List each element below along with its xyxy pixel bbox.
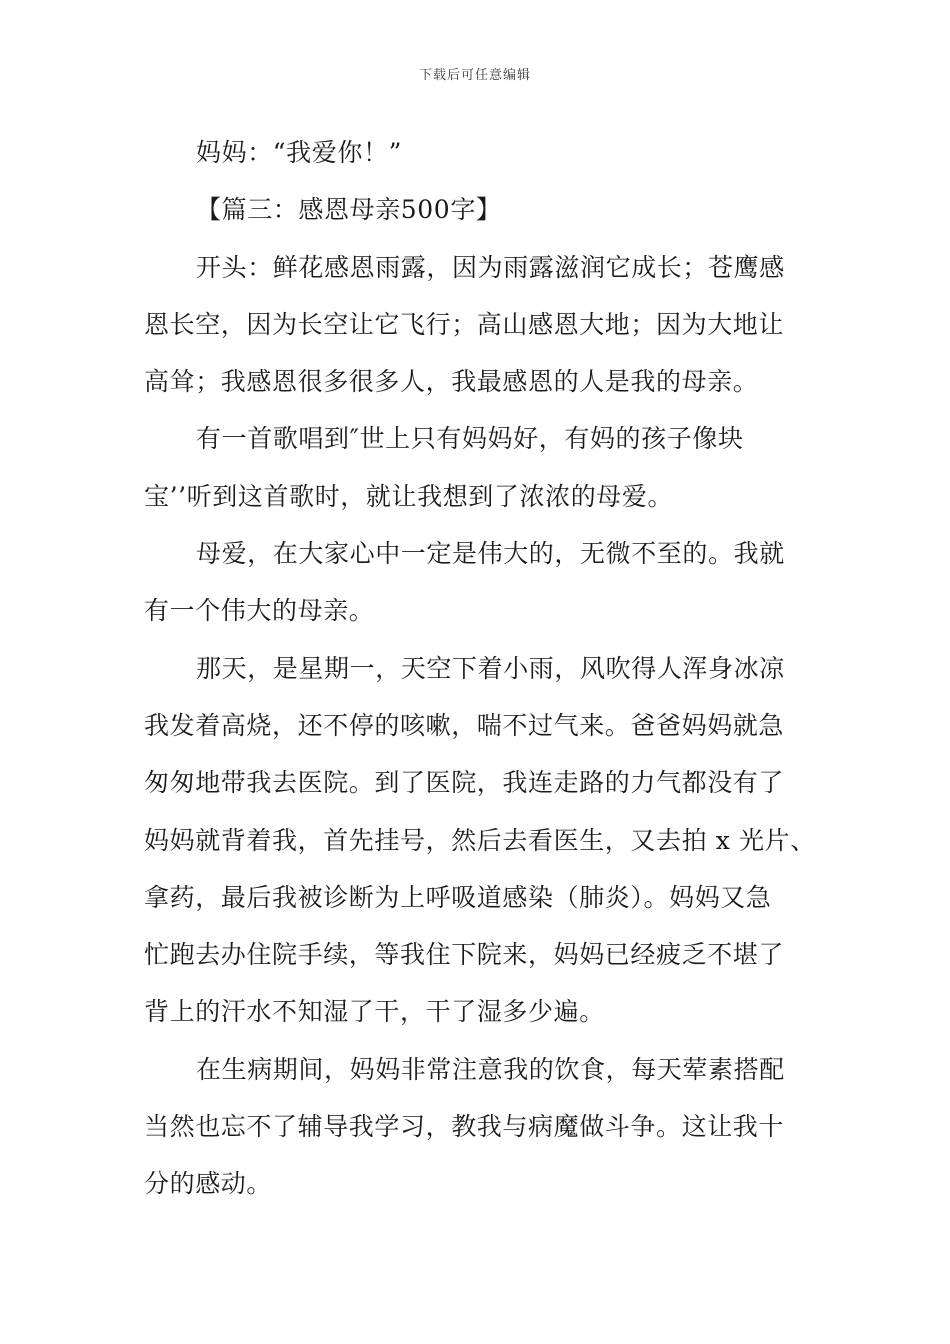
text-line: 我发着高烧，还不停的咳嗽，喘不过气来。爸爸妈妈就急: [144, 710, 785, 740]
section-heading: 【篇三：感恩母亲500字】: [196, 195, 502, 225]
document-body: [144, 124, 816, 1213]
text-line: 拿药，最后我被诊断为上呼吸道感染（肺炎）。妈妈又急: [144, 882, 772, 912]
text-line: 背上的汗水不知湿了干，干了湿多少遍。: [144, 997, 605, 1027]
text-line: 分的感动。: [144, 1169, 273, 1199]
text-line: 有一首歌唱到″世上只有妈妈好，有妈的孩子像块: [196, 424, 744, 454]
text-line: 有一个伟大的母亲。: [144, 596, 375, 626]
text-line: 妈妈：“我爱你！”: [196, 138, 402, 167]
text-line: 宝’’听到这首歌时，就让我想到了浓浓的母爱。: [144, 481, 674, 511]
text-line: 妈妈就背着我，首先挂号，然后去看医生，又去拍 x 光片、: [144, 825, 816, 855]
text-line: 开头：鲜花感恩雨露，因为雨露滋润它成长；苍鹰感: [196, 252, 785, 282]
text-line: 匆匆地带我去医院。到了医院，我连走路的力气都没有了: [144, 768, 785, 798]
text-line: 当然也忘不了辅导我学习，教我与病魔做斗争。这让我十: [144, 1112, 785, 1142]
page-header-note: 下载后可任意编辑: [418, 68, 531, 83]
text-line: 忙跑去办住院手续，等我住下院来，妈妈已经疲乏不堪了: [144, 940, 785, 970]
text-line: 母爱，在大家心中一定是伟大的，无微不至的。我就: [196, 539, 785, 569]
text-line: 在生病期间，妈妈非常注意我的饮食，每天荤素搭配: [196, 1054, 785, 1084]
text-line: 恩长空，因为长空让它飞行；高山感恩大地；因为大地让: [144, 309, 785, 339]
text-line: 那天，是星期一，天空下着小雨，风吹得人浑身冰凉: [196, 653, 785, 683]
text-line: 高耸；我感恩很多很多人，我最感恩的人是我的母亲。: [144, 367, 759, 397]
